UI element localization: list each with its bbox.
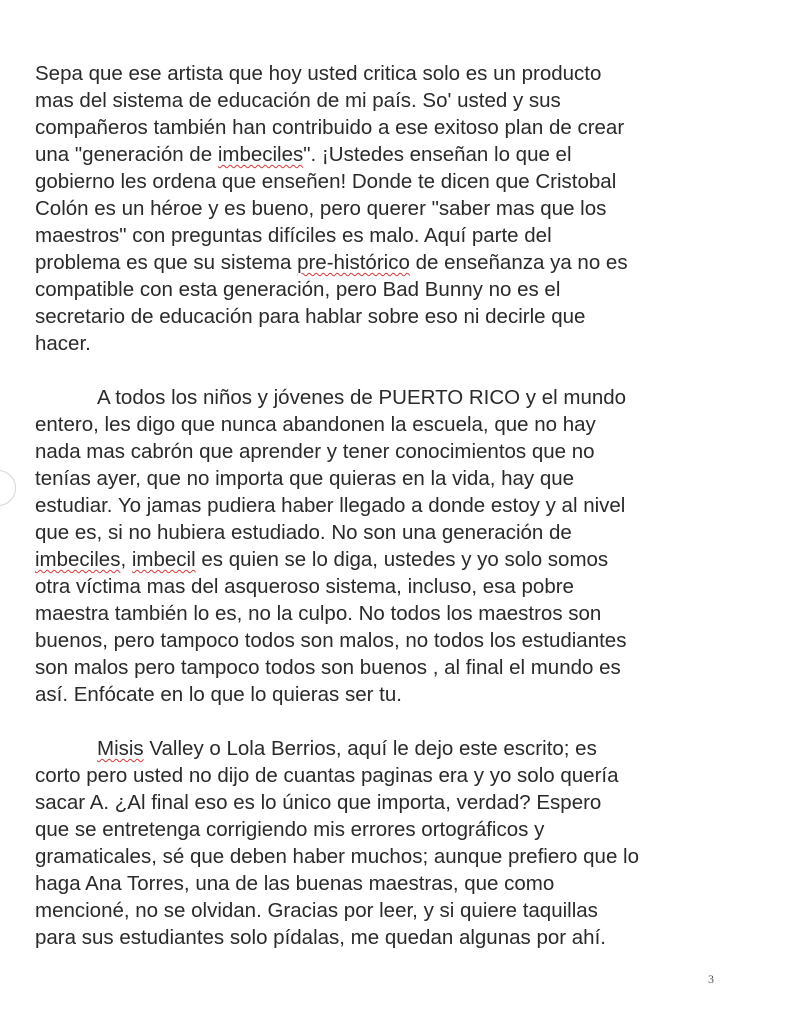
text-line: [35, 492, 735, 519]
text-line: [35, 654, 735, 681]
text-line: [35, 195, 735, 222]
text-line: [35, 411, 735, 438]
text-run: mas del sistema de educación de mi país. So' usted y sus: [35, 89, 561, 112]
paragraph: [35, 735, 735, 951]
spellcheck-flagged-word: imbecil: [131, 548, 196, 571]
paragraph: [35, 384, 735, 708]
text-run: haga Ana Torres, una de las buenas maestras, que como: [35, 872, 555, 895]
text-line: [35, 168, 735, 195]
text-line: [35, 141, 735, 168]
spellcheck-flagged-word: pre-histórico: [297, 251, 410, 274]
text-line: [35, 330, 735, 357]
text-line: [35, 600, 735, 627]
text-run: gramaticales, sé que deben haber muchos; aunque prefiero que lo: [35, 845, 640, 868]
page-number: 3: [708, 972, 714, 986]
spellcheck-flagged-word: imbeciles: [217, 143, 304, 166]
text-run: nada mas cabrón que aprender y tener conocimientos que no: [35, 440, 595, 463]
text-line: [35, 573, 735, 600]
text-run: de enseñanza ya no es: [409, 251, 628, 274]
text-line: [35, 762, 735, 789]
text-line: [35, 303, 735, 330]
document-body: [35, 60, 735, 951]
text-line: [35, 438, 735, 465]
text-run: tenías ayer, que no importa que quieras en la vida, hay que: [35, 467, 575, 490]
text-line: [35, 249, 735, 276]
text-line: [35, 87, 735, 114]
text-line: [35, 816, 735, 843]
text-line: [35, 519, 735, 546]
text-run: Sepa que ese artista que hoy usted critica solo es un producto: [35, 62, 602, 85]
text-line: [35, 546, 735, 573]
text-run: Colón es un héroe y es bueno, pero querer "saber mas que los: [35, 197, 607, 220]
text-line: [35, 114, 735, 141]
text-line: [35, 276, 735, 303]
text-run: maestros" con preguntas difíciles es malo. Aquí parte del: [35, 224, 552, 247]
text-run: buenos, pero tampoco todos son malos, no todos los estudiantes: [35, 629, 627, 652]
text-run: una "generación de: [35, 143, 218, 166]
text-run: corto pero usted no dijo de cuantas paginas era y yo solo quería: [35, 764, 619, 787]
text-run: sacar A. ¿Al final eso es lo único que importa, verdad? Espero: [35, 791, 602, 814]
text-run: gobierno les ordena que enseñen! Donde te dicen que Cristobal: [35, 170, 617, 193]
text-run: que es, si no hubiera estudiado. No son una generación de: [35, 521, 572, 544]
text-run: secretario de educación para hablar sobre eso ni decirle que: [35, 305, 586, 328]
text-run: A todos los niños y jóvenes de PUERTO RICO y el mundo: [97, 386, 627, 409]
text-run: maestra también lo es, no la culpo. No todos los maestros son: [35, 602, 602, 625]
paragraph: [35, 60, 735, 357]
spellcheck-flagged-word: imbeciles: [35, 548, 121, 571]
text-run: mencioné, no se olvidan. Gracias por leer, y si quiere taquillas: [35, 899, 598, 922]
text-run: problema es que su sistema: [35, 251, 298, 274]
text-line: [35, 789, 735, 816]
text-line: [35, 735, 735, 762]
text-line: [35, 870, 735, 897]
text-line: [35, 843, 735, 870]
text-line: [35, 384, 735, 411]
text-run: para sus estudiantes solo pídalas, me quedan algunas por ahí.: [35, 926, 606, 949]
text-line: [35, 627, 735, 654]
text-run: así. Enfócate en lo que lo quieras ser tu.: [35, 683, 402, 706]
text-run: ". ¡Ustedes enseñan lo que el: [303, 143, 572, 166]
text-line: [35, 222, 735, 249]
text-run: son malos pero tampoco todos son buenos , al final el mundo es: [35, 656, 621, 679]
spellcheck-flagged-word: Misis: [97, 737, 144, 760]
text-run: Valley o Lola Berrios, aquí le dejo este escrito; es: [143, 737, 597, 760]
text-run: que se entretenga corrigiendo mis errores ortográficos y: [35, 818, 545, 841]
text-line: [35, 681, 735, 708]
text-line: [35, 60, 735, 87]
text-run: hacer.: [35, 332, 91, 355]
text-run: entero, les digo que nunca abandonen la escuela, que no hay: [35, 413, 596, 436]
text-run: otra víctima mas del asqueroso sistema, incluso, esa pobre: [35, 575, 574, 598]
text-line: [35, 465, 735, 492]
text-run: compatible con esta generación, pero Bad Bunny no es el: [35, 278, 561, 301]
text-run: estudiar. Yo jamas pudiera haber llegado a donde estoy y al nivel: [35, 494, 626, 517]
text-line: [35, 897, 735, 924]
text-run: es quien se lo diga, ustedes y yo solo somos: [195, 548, 609, 571]
text-run: ,: [120, 548, 132, 571]
text-line: [35, 924, 735, 951]
page-edge-circle-icon: [0, 470, 16, 506]
text-run: compañeros también han contribuido a ese exitoso plan de crear: [35, 116, 625, 139]
